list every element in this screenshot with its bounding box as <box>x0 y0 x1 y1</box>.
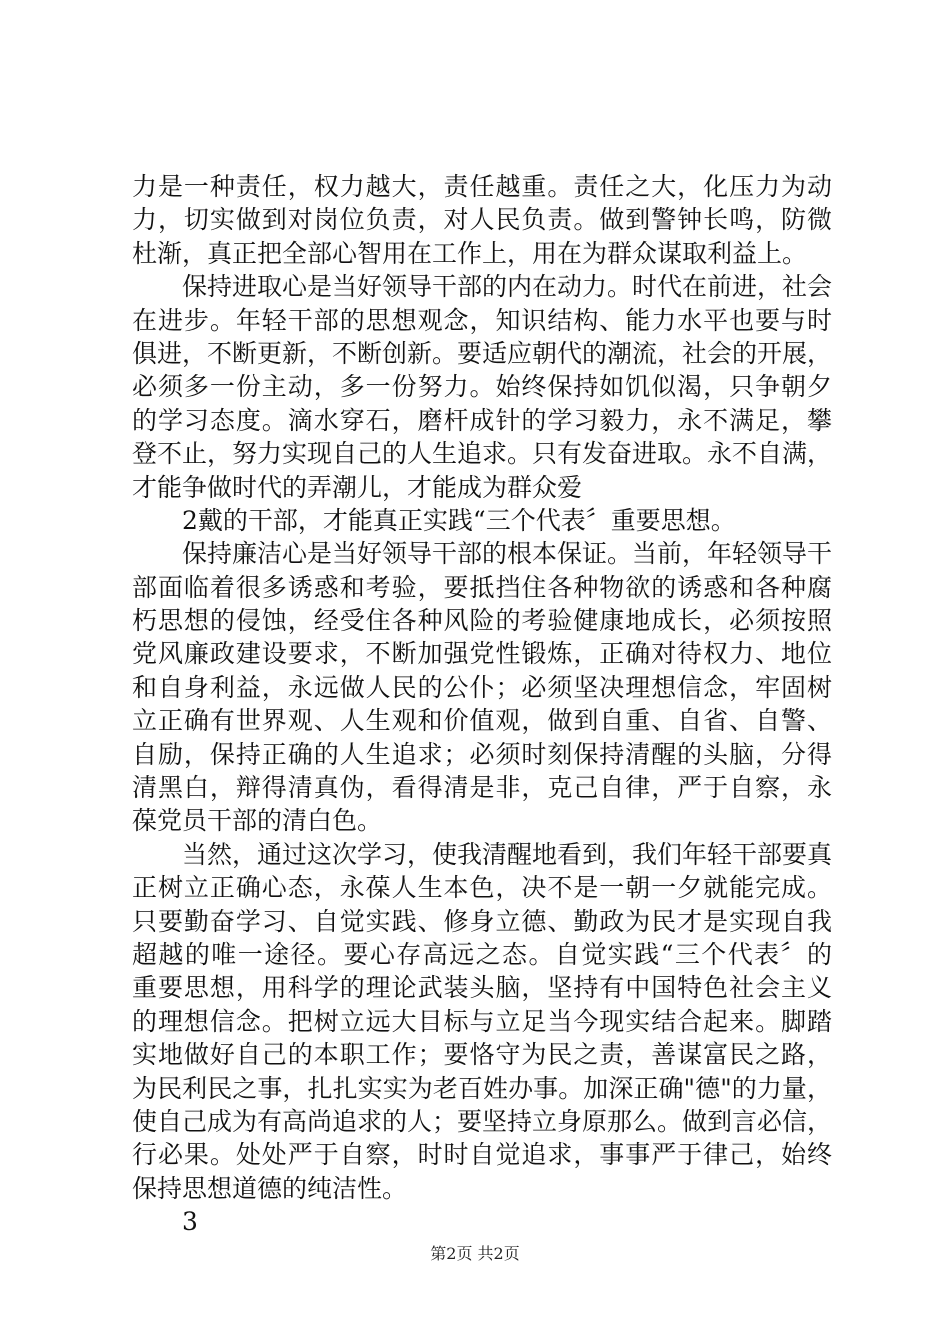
text-line: 力是一种责任，权力越大，责任越重。责任之大，化压力为动 <box>132 172 832 201</box>
text-line: 朽思想的侵蚀，经受住各种风险的考验健康地成长，必须按照 <box>132 606 832 636</box>
text-line: 党风廉政建设要求，不断加强党性锻炼，正确对待权力、地位 <box>132 639 832 669</box>
text-line: 为民利民之事，扎扎实实为老百姓办事。加深正确"德"的力量， <box>132 1073 832 1103</box>
text-line: 的学习态度。滴水穿石，磨杆成针的学习毅力，永不满足，攀 <box>132 405 832 435</box>
text-line: 行必果。处处严于自察，时时自觉追求，事事严于律己，始终 <box>132 1140 832 1170</box>
text-line: 2戴的干部，才能真正实践“三个代表〞重要思想。 <box>182 505 736 535</box>
text-line: 登不止，努力实现自己的人生追求。只有发奋进取。永不自满， <box>132 439 833 469</box>
text-line: 正树立正确心态，永葆人生本色，决不是一朝一夕就能完成。 <box>132 873 832 903</box>
text-line: 当然，通过这次学习，使我清醒地看到，我们年轻干部要真 <box>182 839 833 869</box>
text-line: 和自身利益，永远做人民的公仆；必须坚决理想信念，牢固树 <box>132 672 832 702</box>
text-line: 保持廉洁心是当好领导干部的根本保证。当前，年轻领导干 <box>182 539 833 569</box>
text-line: 俱进，不断更新，不断创新。要适应朝代的潮流，社会的开展， <box>132 338 833 368</box>
text-line: 立正确有世界观、人生观和价值观，做到自重、自省、自警、 <box>132 706 832 736</box>
text-line: 保持思想道德的纯洁性。 <box>132 1173 408 1203</box>
text-line: 3 <box>182 1207 198 1237</box>
text-line: 部面临着很多诱惑和考验，要抵挡住各种物欲的诱惑和各种腐 <box>132 572 832 602</box>
text-line: 自励，保持正确的人生追求；必须时刻保持清醒的头脑，分得 <box>132 739 832 769</box>
text-line: 清黑白，辩得清真伪，看得清是非，克己自律，严于自察，永 <box>132 773 832 803</box>
text-line: 才能争做时代的弄潮儿，才能成为群众爱 <box>132 472 583 502</box>
text-line: 只要勤奋学习、自觉实践、修身立德、勤政为民才是实现自我 <box>132 906 832 936</box>
text-line: 重要思想，用科学的理论武装头脑，坚持有中国特色社会主义 <box>132 973 832 1003</box>
text-line: 杜渐，真正把全部心智用在工作上，用在为群众谋取利益上。 <box>132 238 808 268</box>
text-line: 使自己成为有高尚追求的人；要坚持立身原那么。做到言必信， <box>132 1106 833 1136</box>
text-line: 超越的唯一途径。要心存高远之态。自觉实践“三个代表〞的 <box>132 939 832 969</box>
document-body <box>132 170 832 1239</box>
text-line: 葆党员干部的清白色。 <box>132 806 383 836</box>
text-line: 必须多一份主动，多一份努力。始终保持如饥似渴，只争朝夕 <box>132 372 832 402</box>
page-footer: 第2页 共2页 <box>430 1244 520 1263</box>
text-line: 在进步。年轻干部的思想观念，知识结构、能力水平也要与时 <box>132 305 832 335</box>
text-line: 力，切实做到对岗位负责，对人民负责。做到警钟长鸣，防微 <box>132 205 832 235</box>
text-line: 的理想信念。把树立远大目标与立足当今现实结合起来。脚踏 <box>132 1006 832 1036</box>
text-line: 保持进取心是当好领导干部的内在动力。时代在前进，社会 <box>182 272 833 302</box>
text-line: 实地做好自己的本职工作；要恪守为民之责，善谋富民之路， <box>132 1040 832 1070</box>
